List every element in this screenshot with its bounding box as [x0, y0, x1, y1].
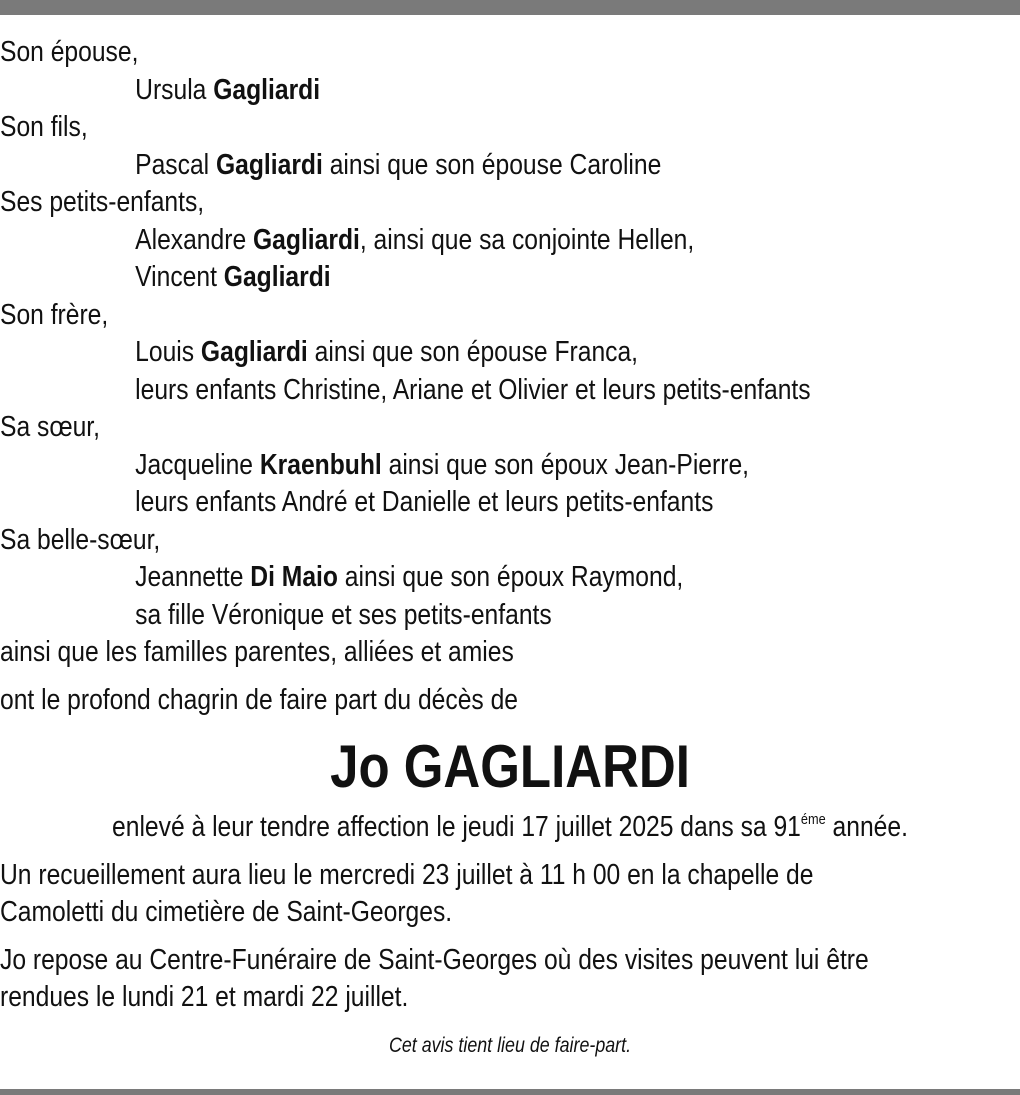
bottom-rule — [0, 1089, 1020, 1095]
top-rule — [0, 0, 1020, 15]
relation-text: ainsi que son épouse Franca, — [314, 336, 639, 368]
first-name: Alexandre — [135, 223, 247, 256]
last-name: Di Maio — [250, 561, 338, 593]
grandchild-line — [0, 222, 867, 260]
ceremony-paragraph — [0, 857, 1020, 932]
sister-in-law-heading: Sa belle-sœur, — [0, 523, 161, 556]
brother-line — [0, 334, 867, 372]
first-name: Jacqueline — [135, 448, 254, 481]
ordinal-suffix: éme — [800, 811, 826, 828]
brother-children-line: leurs enfants Christine, Ariane et Olivier et leurs petits-enfants — [135, 373, 811, 406]
sister-heading: Sa sœur, — [0, 411, 101, 443]
sister-line — [0, 447, 867, 485]
relation-text: ainsi que son épouse Caroline — [329, 148, 662, 181]
first-name: Vincent — [135, 261, 217, 293]
obituary-notice — [0, 34, 1020, 1059]
first-name: Pascal — [135, 148, 210, 181]
death-tail: année. — [825, 811, 908, 843]
relation-text: , ainsi que sa conjointe Hellen, — [359, 223, 695, 256]
sister-in-law-line — [0, 559, 867, 597]
last-name: Gagliardi — [200, 336, 308, 368]
first-name: Louis — [135, 336, 195, 368]
last-name: Gagliardi — [223, 261, 331, 293]
announcement-line: ont le profond chagrin de faire part du décès de — [0, 683, 519, 716]
footnote: Cet avis tient lieu de faire-part. — [388, 1033, 632, 1057]
extended-family-line: ainsi que les familles parentes, alliées et amies — [0, 636, 514, 668]
last-name: Kraenbuhl — [259, 448, 382, 481]
death-line — [77, 809, 944, 847]
last-name: Gagliardi — [253, 223, 360, 256]
last-name: Gagliardi — [215, 148, 323, 181]
first-name: Ursula — [135, 73, 207, 106]
first-name: Jeannette — [135, 561, 244, 593]
ceremony-line: Camoletti du cimetière de Saint-Georges. — [0, 896, 453, 928]
visits-line: rendues le lundi 21 et mardi 22 juillet. — [0, 981, 409, 1013]
sister-children-line: leurs enfants André et Danielle et leurs petits-enfants — [135, 486, 714, 518]
deceased-name: Jo GAGLIARDI — [330, 733, 690, 800]
grandchild-line — [0, 259, 867, 297]
relation-text: ainsi que son époux Raymond, — [344, 561, 684, 593]
son-heading: Son fils, — [0, 111, 88, 143]
death-text: enlevé à leur tendre affection le jeudi 17 juillet 2025 dans sa 91 — [112, 811, 801, 843]
spouse-heading: Son épouse, — [0, 36, 139, 68]
son-line — [0, 147, 867, 185]
grandchildren-heading: Ses petits-enfants, — [0, 186, 205, 218]
brother-heading: Son frère, — [0, 298, 109, 331]
ceremony-line: Un recueillement aura lieu le mercredi 23 juillet à 11 h 00 en la chapelle de — [0, 858, 814, 891]
last-name: Gagliardi — [213, 73, 321, 106]
spouse-line — [0, 72, 867, 110]
sister-in-law-children-line: sa fille Véronique et ses petits-enfants — [135, 598, 552, 631]
visits-paragraph — [0, 942, 1020, 1017]
visits-line: Jo repose au Centre-Funéraire de Saint-Georges où des visites peuvent lui être — [0, 943, 869, 976]
relation-text: ainsi que son époux Jean-Pierre, — [388, 448, 749, 481]
